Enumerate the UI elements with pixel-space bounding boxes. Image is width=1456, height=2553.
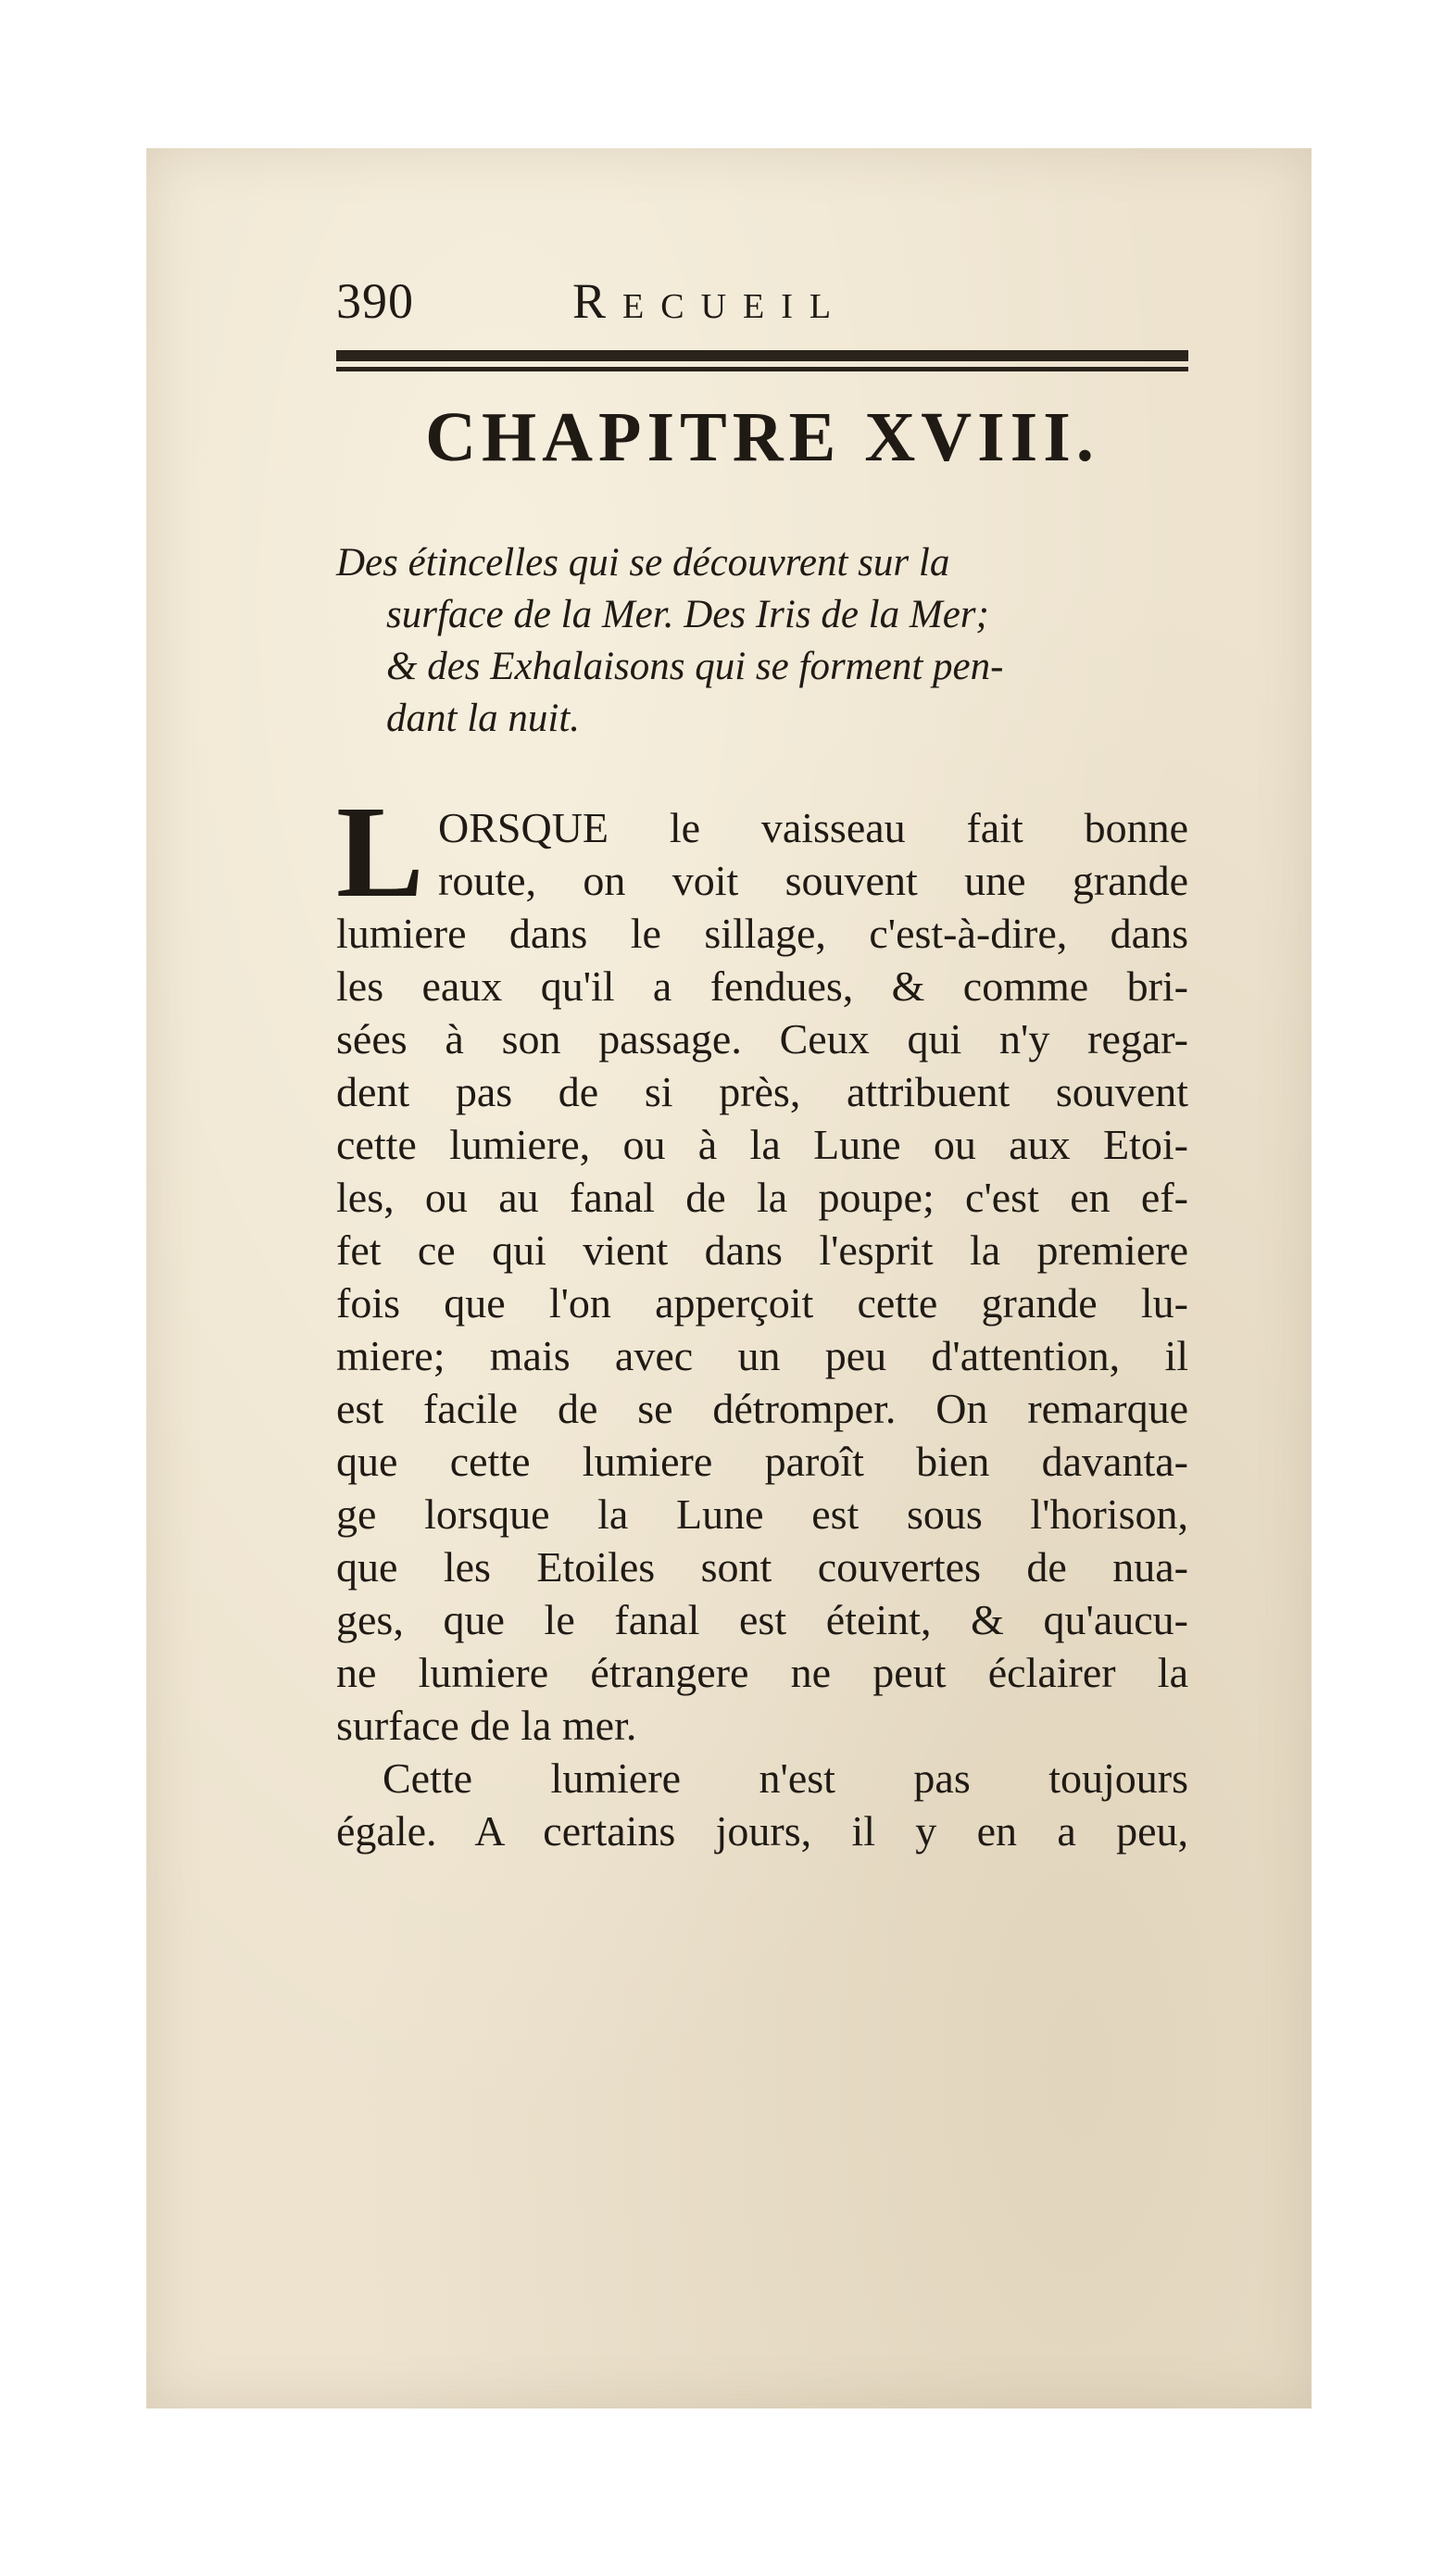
page-header (336, 269, 1188, 333)
running-title: Recueil (572, 273, 848, 329)
text-line: cette lumiere, ou à la Lune ou aux Etoi- (336, 1121, 1188, 1168)
text-line: que cette lumiere paroît bien davanta- (336, 1438, 1188, 1485)
text-line: ge lorsque la Lune est sous l'horison, (336, 1490, 1188, 1538)
text-line: ORSQUE le vaisseau fait bonne (438, 804, 1188, 851)
drop-cap: L (336, 778, 424, 924)
text-line: que les Etoiles sont couvertes de nua- (336, 1543, 1188, 1591)
subtitle-line: surface de la Mer. Des Iris de la Mer; (386, 593, 989, 636)
text-line: ne lumiere étrangere ne peut éclairer la (336, 1649, 1188, 1696)
text-line: miere; mais avec un peu d'attention, il (336, 1332, 1188, 1379)
text-line: fet ce qui vient dans l'esprit la premiere (336, 1226, 1188, 1274)
text-line: surface de la mer. (336, 1702, 637, 1749)
text-line: égale. A certains jours, il y en a peu, (336, 1807, 1188, 1855)
chapter-title: CHAPITRE XVIII. (425, 398, 1099, 476)
text-line: lumiere dans le sillage, c'est-à-dire, dans (336, 910, 1188, 957)
text-line: les, ou au fanal de la poupe; c'est en ef- (336, 1174, 1188, 1221)
subtitle-line: & des Exhalaisons qui se forment pen- (386, 645, 1004, 688)
text-line: ges, que le fanal est éteint, & qu'aucu- (336, 1596, 1188, 1643)
header-rule (336, 350, 1188, 376)
text-line: Cette lumiere n'est pas toujours (383, 1754, 1188, 1802)
text-line: route, on voit souvent une grande (438, 857, 1188, 904)
header-rule-thin (336, 367, 1188, 371)
page-number: 390 (336, 273, 414, 329)
body-text (336, 801, 1188, 1857)
header-rule-thick (336, 350, 1188, 361)
text-line: dent pas de si près, attribuent souvent (336, 1068, 1188, 1115)
text-line: les eaux qu'il a fendues, & comme bri- (336, 962, 1188, 1010)
subtitle-line: Des étincelles qui se découvrent sur la (336, 541, 950, 585)
book-page (146, 148, 1312, 2408)
text-line: sées à son passage. Ceux qui n'y regar- (336, 1015, 1188, 1063)
subtitle-line: dant la nuit. (386, 697, 581, 740)
chapter-subtitle (336, 537, 1188, 745)
text-line: est facile de se détromper. On remarque (336, 1385, 1188, 1432)
text-line: fois que l'on apperçoit cette grande lu- (336, 1279, 1188, 1327)
